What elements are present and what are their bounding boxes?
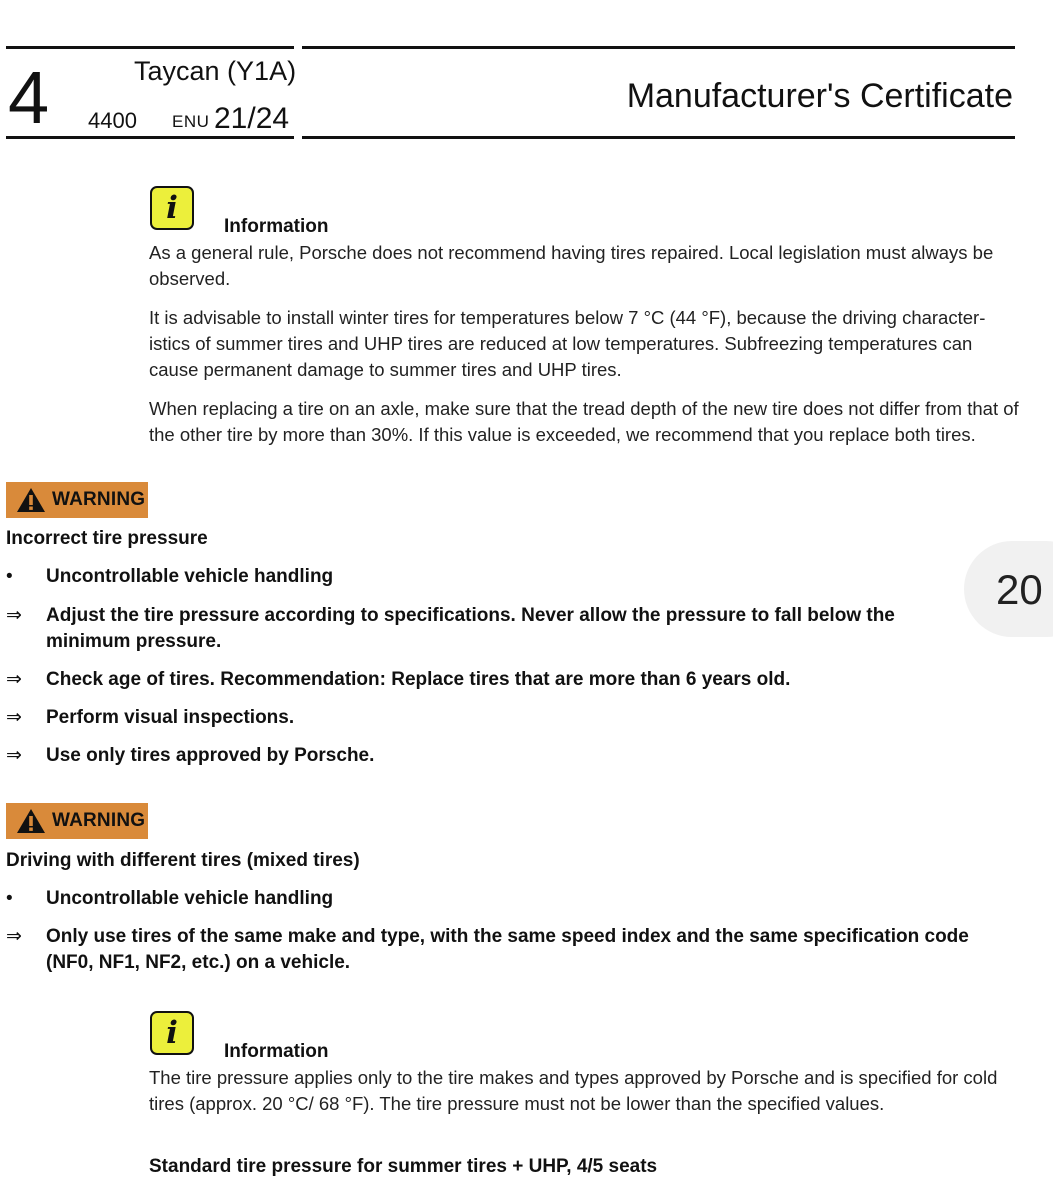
list-item: [6, 705, 971, 731]
header-rule-top-left: [6, 46, 294, 49]
model-name: Taycan (Y1A): [134, 56, 297, 86]
language-code: ENU: [172, 112, 210, 131]
list-item-text: Perform visual inspections.: [46, 707, 295, 728]
document-title: Manufacturer's Certificate: [626, 77, 1013, 115]
warning-label: WARNING: [52, 810, 146, 831]
header-rule-bottom-right: [302, 136, 1015, 139]
arrow-symbol: ⇒: [6, 605, 22, 626]
list-item-text: Check age of tires. Recommendation: Replace tires that are more than 6 years old.: [46, 669, 791, 690]
warning-title: Driving with different tires (mixed tires): [6, 850, 360, 871]
info-heading: Information: [224, 216, 329, 237]
info-paragraph: As a general rule, Porsche does not recommend having tires repaired. Local legislation must always be observed.: [149, 242, 994, 289]
list-item: [6, 667, 971, 693]
list-item-text: Uncontrollable vehicle handling: [46, 566, 334, 587]
list-item: [6, 564, 971, 590]
information-icon: i: [150, 1011, 194, 1055]
document-version: 21/24: [214, 102, 290, 135]
arrow-symbol: ⇒: [6, 926, 22, 947]
bullet-symbol: •: [6, 888, 13, 909]
information-icon: i: [150, 186, 194, 230]
arrow-symbol: ⇒: [6, 669, 22, 690]
info-paragraph: It is advisable to install winter tires for temperatures below 7 °C (44 °F), because the driving character-istics of summer tires and UHP tires are reduced at low temperatures. Subfreezing temperatures can cause permanent damage to summer tires and UHP tires.: [149, 307, 986, 380]
arrow-symbol: ⇒: [6, 745, 22, 766]
list-item: [6, 886, 971, 912]
info-paragraph: The tire pressure applies only to the tire makes and types approved by Porsche and is specified for cold tires (approx. 20 °C/ 68 °F). The tire pressure must not be lower than the specified values.: [149, 1067, 998, 1114]
page-number: 20: [996, 566, 1043, 613]
document-number: 4400: [88, 108, 137, 133]
list-item-text: Only use tires of the same make and type, with the same speed index and the same specification code (NF0, NF1, NF2, etc.) on a vehicle.: [46, 926, 969, 973]
bullet-symbol: •: [6, 566, 13, 587]
warning-title: Incorrect tire pressure: [6, 528, 208, 549]
info-heading: Information: [224, 1041, 329, 1062]
list-item-text: Adjust the tire pressure according to specifications. Never allow the pressure to fall below the minimum pressure.: [46, 605, 895, 652]
header-rule-bottom-left: [6, 136, 294, 139]
chapter-number: 4: [8, 56, 50, 139]
header-rule-top-right: [302, 46, 1015, 49]
list-item-text: Use only tires approved by Porsche.: [46, 745, 375, 766]
list-item: [6, 743, 971, 769]
warning-triangle-icon: [16, 487, 46, 513]
section-subheading: Standard tire pressure for summer tires + UHP, 4/5 seats: [149, 1156, 658, 1177]
list-item-text: Uncontrollable vehicle handling: [46, 888, 334, 909]
warning-label-box: [6, 482, 148, 518]
arrow-symbol: ⇒: [6, 707, 22, 728]
warning-label-box: [6, 803, 148, 839]
warning-label: WARNING: [52, 489, 146, 510]
list-item: [6, 924, 971, 976]
list-item: [6, 603, 971, 655]
warning-triangle-icon: [16, 808, 46, 834]
info-paragraph: When replacing a tire on an axle, make sure that the tread depth of the new tire does not differ from that of the other tire by more than 30%. If this value is exceeded, we recommend that you replace both tires.: [149, 398, 1019, 445]
